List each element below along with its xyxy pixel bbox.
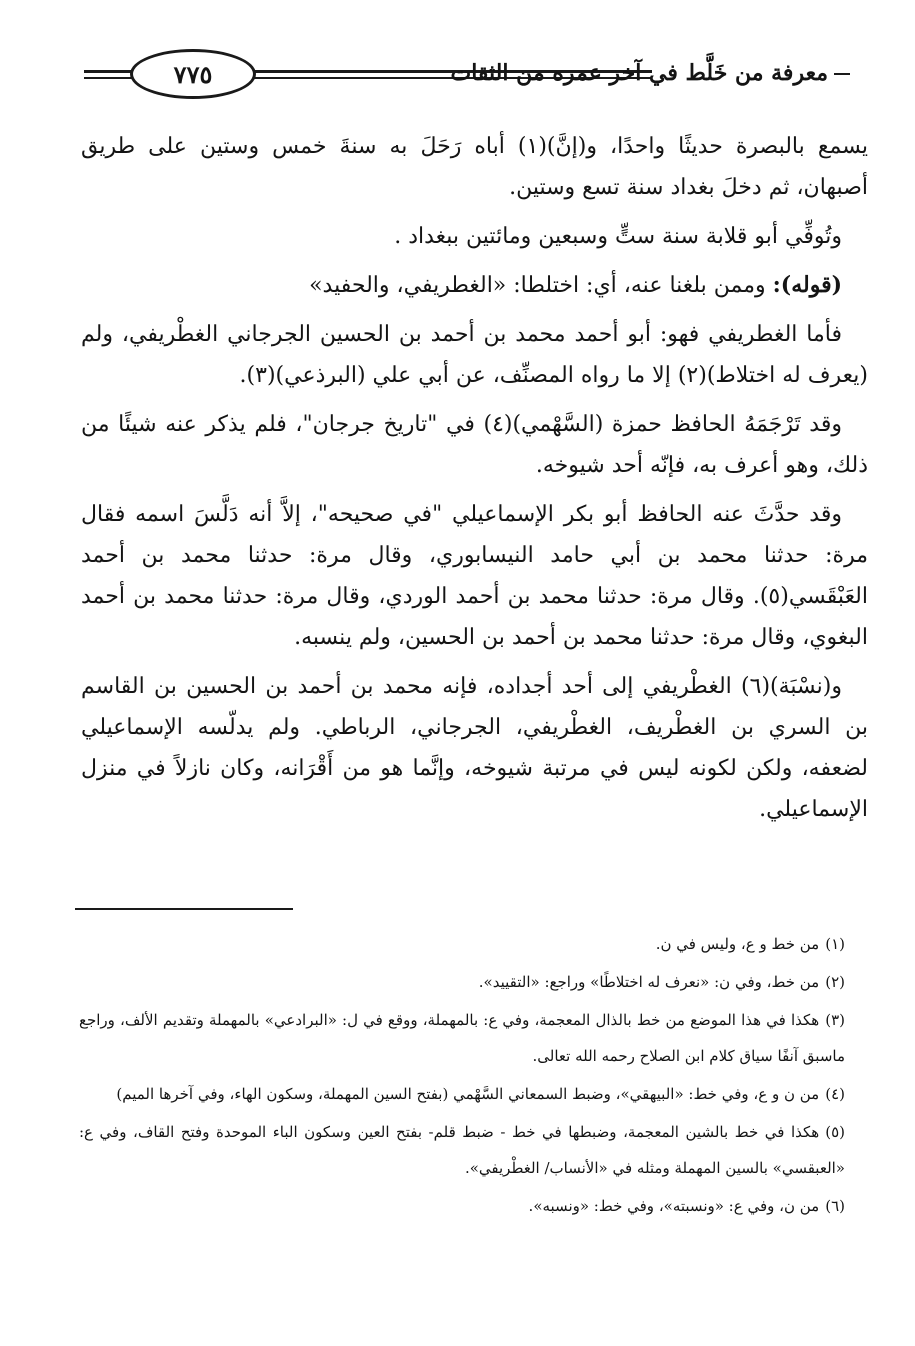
paragraph-7: و(نسْبَة)(٦) الغطْريفي إلى أحد أجداده، فإنه محمد بن أحمد بن الحسين بن القاسم بن السري بن الغطْريف، الغطْريفي، الجرجاني، الرباطي. ولم يدلّسه الإسماعيلي لضعفه، ولكن لكونه ليس في مرتبة شيوخه، وإنَّما هو من أَقْرَانه، وكان نازلاً في منزل الإسماعيلي.	[81, 674, 868, 822]
paragraph-2: وتُوفِّي أبو قلابة سنة ستٍّ وسبعين ومائتين ببغداد .	[394, 224, 842, 249]
footnote-number: (١)	[825, 935, 845, 953]
footnote-separator	[75, 908, 293, 910]
footnote-5	[79, 1114, 845, 1186]
footnote-text: هكذا في خط بالشين المعجمة، وضبطها في خط - ضبط قلم- بفتح العين وسكون الباء الموحدة وفتح القاف، وفي ع: «العبقسي» بالسين المهملة ومثله في «الأنساب/ الغطْريفي».	[79, 1123, 845, 1177]
footnote-number: (٤)	[825, 1085, 845, 1103]
paragraph-3-bold-label: (قوله):	[772, 272, 842, 298]
footnotes	[79, 926, 845, 1226]
footnote-3	[79, 1002, 845, 1074]
footnote-number: (٢)	[825, 973, 845, 991]
paragraph-1: يسمع بالبصرة حديثًا واحدًا، و(إنَّ)(١) أباه رَحَلَ به سنةَ خمس وستين على طريق أصبهان، ثم دخلَ بغداد سنة تسع وستين.	[81, 134, 868, 200]
footnote-6	[79, 1188, 845, 1224]
paragraph-6: وقد حدَّثَ عنه الحافظ أبو بكر الإسماعيلي "في صحيحه"، إلاَّ أنه دَلَّسَ اسمه فقال مرة: حدثنا محمد بن أبي حامد النيسابوري، وقال مرة: حدثنا محمد بن أحمد العَبْقَسي(٥). وقال مرة: حدثنا محمد بن أحمد الوردي، وقال مرة: حدثنا محمد بن أحمد البغوي، وقال مرة: حدثنا محمد بن أحمد بن الحسين، ولم ينسبه.	[81, 502, 868, 650]
page-number: ٧٧٥	[130, 49, 256, 99]
main-text	[81, 126, 868, 838]
paragraph-3-text: وممن بلغنا عنه، أي: اختلطا: «الغطريفي، والحفيد»	[309, 273, 773, 298]
footnote-text: هكذا في هذا الموضع من خط بالذال المعجمة، وفي ع: بالمهملة، ووقع في ل: «البرادعي» بالمهملة وتقديم الألف، وراجع ماسبق آنفًا سياق كلام ابن الصلاح رحمه الله تعالى.	[79, 1011, 845, 1065]
footnote-number: (٥)	[825, 1123, 845, 1141]
header-title-dash	[834, 73, 850, 75]
footnote-number: (٣)	[825, 1011, 845, 1029]
footnote-1	[79, 926, 845, 962]
page-title: معرفة من خَلَّط في آخر عمره من الثقات	[450, 60, 828, 86]
footnote-text: من خط، وفي ن: «نعرف له اختلاطًا» وراجع: «التقييد».	[478, 973, 820, 991]
footnote-4	[79, 1076, 845, 1112]
footnote-text: من ن و ع، وفي خط: «البيهقي»، وضبط السمعاني السَّهْمي (بفتح السين المهملة، وسكون الهاء، وفي آخرها الميم)	[116, 1085, 820, 1103]
paragraph-3	[81, 265, 868, 306]
footnote-number: (٦)	[825, 1197, 845, 1215]
paragraph-5: وقد تَرْجَمَهُ الحافظ حمزة (السَّهْمي)(٤) في "تاريخ جرجان"، فلم يذكر عنه شيئًا من ذلك، وهو أعرف به، فإنّه أحد شيوخه.	[81, 412, 868, 478]
footnote-text: من ن، وفي ع: «ونسبته»، وفي خط: «ونسبه».	[528, 1197, 820, 1215]
footnote-text: من خط و ع، وليس في ن.	[655, 935, 820, 953]
running-header	[84, 44, 850, 106]
footnote-2	[79, 964, 845, 1000]
paragraph-4: فأما الغطريفي فهو: أبو أحمد محمد بن أحمد بن الحسين الجرجاني الغطْريفي، ولم (يعرف له اختلاط)(٢) إلا ما رواه المصنِّف، عن أبي علي (البرذعي)(٣).	[81, 322, 868, 388]
